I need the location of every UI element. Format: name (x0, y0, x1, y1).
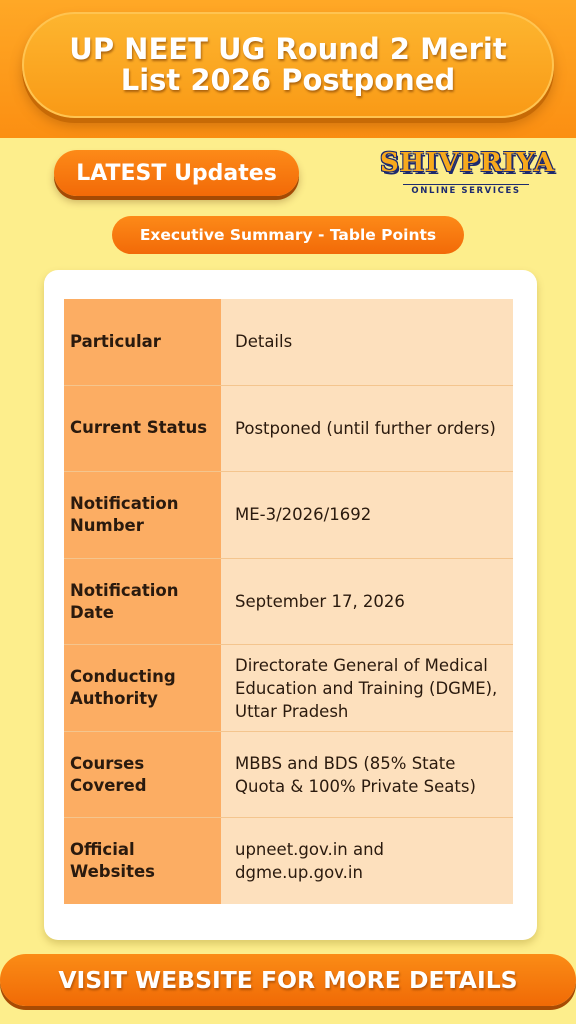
executive-summary-badge: Executive Summary - Table Points (112, 216, 464, 254)
table-row (64, 471, 513, 558)
table-label-cell: Courses Covered (64, 732, 221, 818)
table-row (64, 385, 513, 472)
table-label-cell: Official Websites (64, 818, 221, 904)
summary-table (64, 299, 513, 904)
table-value-cell: September 17, 2026 (221, 559, 513, 645)
table-row (64, 817, 513, 904)
table-label-cell: Notification Date (64, 559, 221, 645)
table-row (64, 644, 513, 731)
table-label-cell: Particular (64, 299, 221, 385)
table-row (64, 558, 513, 645)
table-value-cell: Details (221, 299, 513, 385)
table-label-cell: Current Status (64, 386, 221, 472)
table-value-cell: upneet.gov.in and dgme.up.gov.in (221, 818, 513, 904)
visit-website-label: VISIT WEBSITE FOR MORE DETAILS (58, 966, 518, 994)
visit-website-button[interactable] (0, 954, 576, 1006)
table-value-cell: Postponed (until further orders) (221, 386, 513, 472)
table-value-cell: Directorate General of Medical Education and Training (DGME), Uttar Pradesh (221, 645, 513, 731)
table-row (64, 299, 513, 385)
table-row (64, 731, 513, 818)
page-title: UP NEET UG Round 2 Merit List 2026 Postponed (69, 32, 507, 97)
table-label-cell: Conducting Authority (64, 645, 221, 731)
shivpriya-logo (380, 148, 556, 198)
table-value-cell: ME-3/2026/1692 (221, 472, 513, 558)
logo-tagline: ONLINE SERVICES (403, 184, 528, 197)
latest-updates-badge: LATEST Updates (54, 150, 299, 196)
table-value-cell: MBBS and BDS (85% State Quota & 100% Private Seats) (221, 732, 513, 818)
table-label-cell: Notification Number (64, 472, 221, 558)
title-banner (22, 12, 554, 118)
logo-wordmark: SHIVPRIYA (380, 148, 556, 178)
